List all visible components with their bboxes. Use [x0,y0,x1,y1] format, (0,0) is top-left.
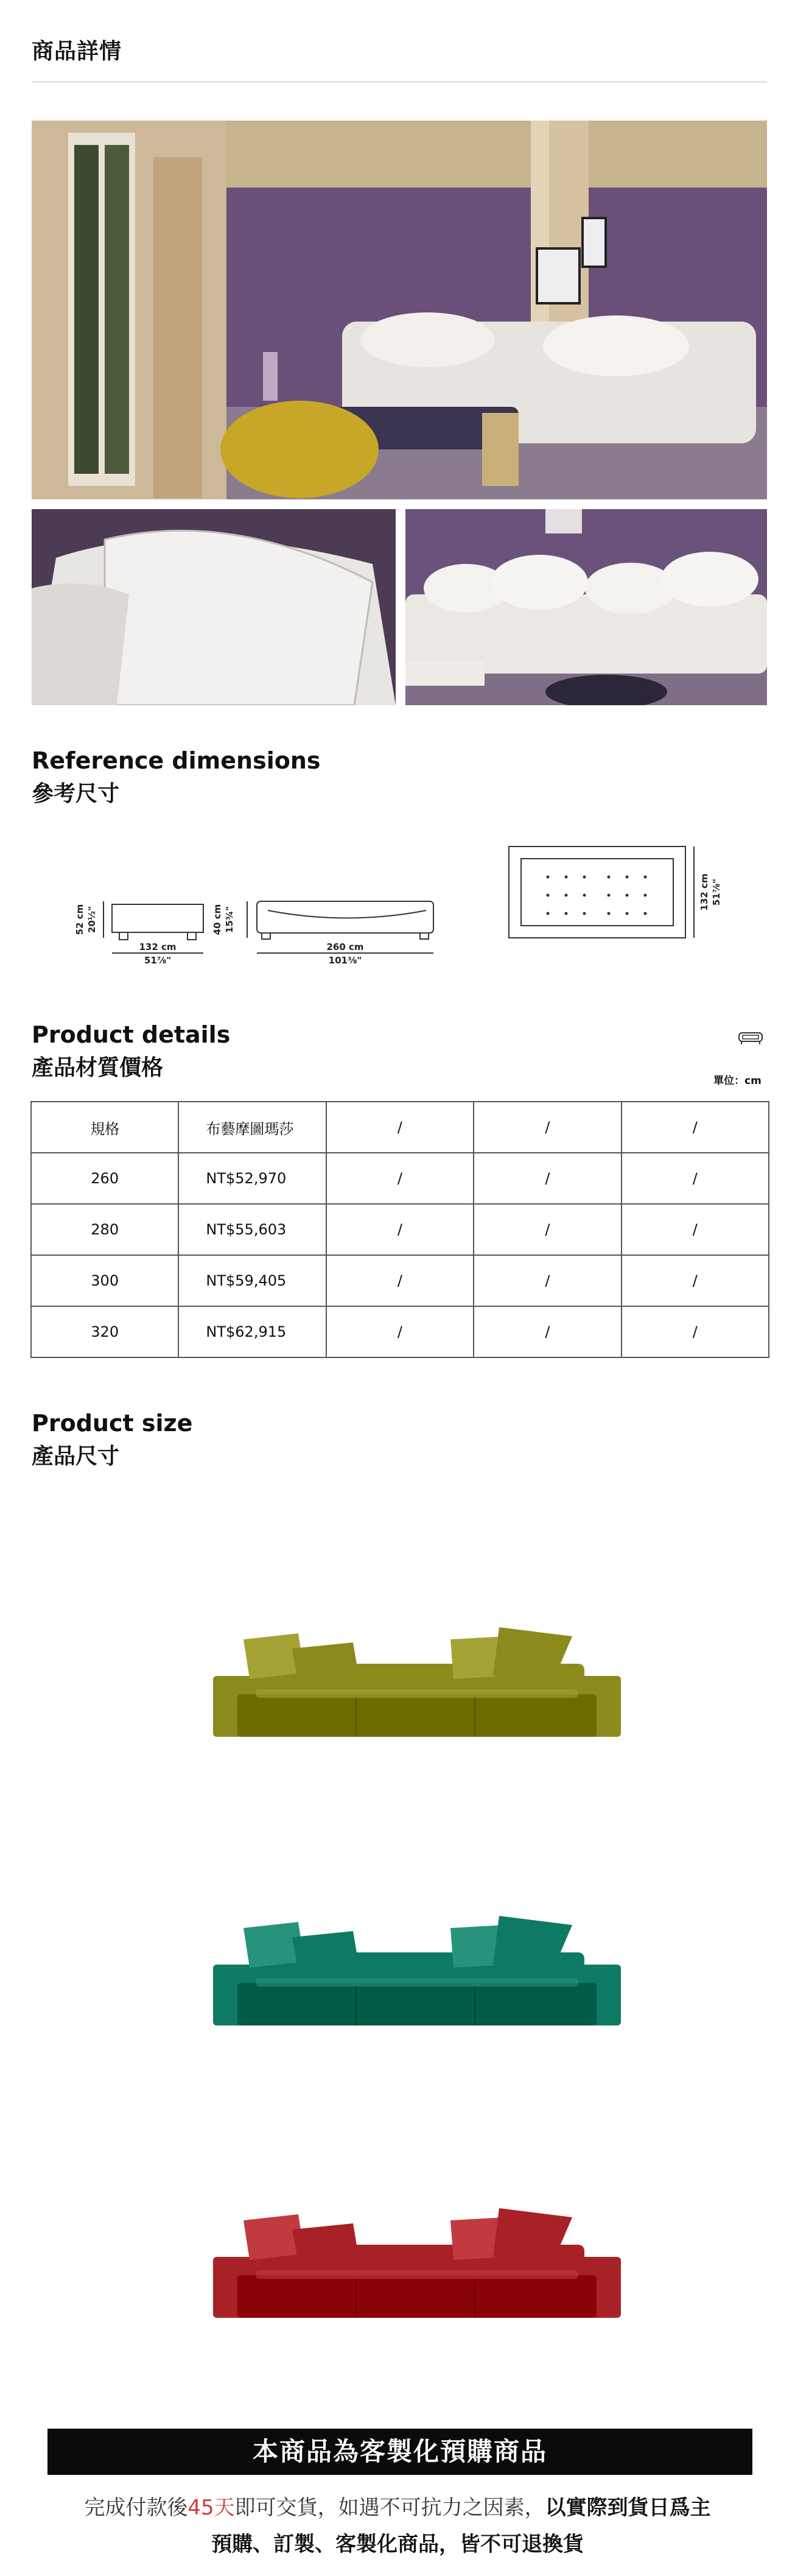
table-cell: NT$52,970 [178,1153,326,1204]
page-header [32,34,767,83]
teal-sofa-image [213,1910,621,2038]
olive-sofa-image [213,1621,621,1749]
table-cell: / [474,1204,621,1255]
return-policy-notice: 預購、訂製、客製化商品，皆不可退換貨 [211,2532,584,2557]
table-cell: NT$55,603 [178,1204,326,1255]
table-row [31,1306,769,1357]
top-depth-label: 132 cm [699,873,710,911]
reference-title-zh: 參考尺寸 [32,781,120,806]
reference-title-en: Reference dimensions [32,747,321,774]
table-row [31,1204,769,1255]
dimension-drawings [61,834,743,1005]
table-cell: NT$59,405 [178,1255,326,1306]
table-cell: / [622,1306,769,1357]
table-cell: / [474,1255,621,1306]
table-cell: 規格 [31,1102,178,1153]
side-depth-label: 132 cm [139,941,177,952]
notice-text: 完成付款後 [84,2496,188,2520]
table-cell: / [622,1102,769,1153]
main-product-photo [32,121,767,499]
cushion-detail-photo [32,509,396,705]
details-title-zh: 產品材質價格 [32,1055,164,1080]
details-title-en: Product details [32,1021,231,1048]
table-cell: / [474,1306,621,1357]
table-cell: / [474,1102,621,1153]
table-row [31,1255,769,1306]
front-width-inch-label: 101⅜" [328,955,362,966]
front-height-inch-label: 15¾" [224,906,235,934]
table-cell: / [622,1204,769,1255]
table-header-row [31,1102,769,1153]
notice-emphasis: 以實際到貨日爲主 [545,2496,711,2520]
notice-text: 即可交貨，如遇不可抗力之因素， [234,2496,545,2520]
table-cell: / [326,1204,474,1255]
table-cell: 320 [31,1306,178,1357]
side-depth-inch-label: 51⅞" [144,955,172,966]
table-cell: / [326,1255,474,1306]
table-cell: 260 [31,1153,178,1204]
table-cell: / [326,1153,474,1204]
size-section-title [32,1407,192,1474]
top-view-drawing [509,846,694,938]
red-sofa-image [213,2202,621,2330]
table-cell: / [326,1306,474,1357]
table-cell: 布藝摩圖瑪莎 [178,1102,326,1153]
size-title-en: Product size [32,1410,193,1437]
side-height-label: 52 cm [74,904,85,935]
table-row [31,1153,769,1204]
details-section-title [32,1018,230,1085]
size-title-zh: 產品尺寸 [32,1444,120,1469]
delivery-notice [0,2491,795,2521]
header-divider [32,81,767,83]
table-cell: / [622,1255,769,1306]
sofa-outline-icon [737,1029,765,1046]
table-cell: / [474,1153,621,1204]
table-cell: 300 [31,1255,178,1306]
page-title: 商品詳情 [32,39,122,64]
front-width-label: 260 cm [326,941,364,952]
preorder-banner: 本商品為客製化預購商品 [47,2429,752,2475]
price-table [30,1101,769,1358]
reference-section-title [32,744,321,811]
top-depth-inch-label: 51⅞" [711,878,722,906]
table-cell: / [326,1102,474,1153]
side-height-inch-label: 20½" [86,906,97,934]
front-height-label: 40 cm [212,904,223,935]
table-cell: / [622,1153,769,1204]
unit-note: 單位：cm [713,1075,762,1087]
sofa-front-photo [405,509,767,705]
table-cell: NT$62,915 [178,1306,326,1357]
table-cell: 280 [31,1204,178,1255]
delivery-days: 45天 [187,2496,235,2520]
